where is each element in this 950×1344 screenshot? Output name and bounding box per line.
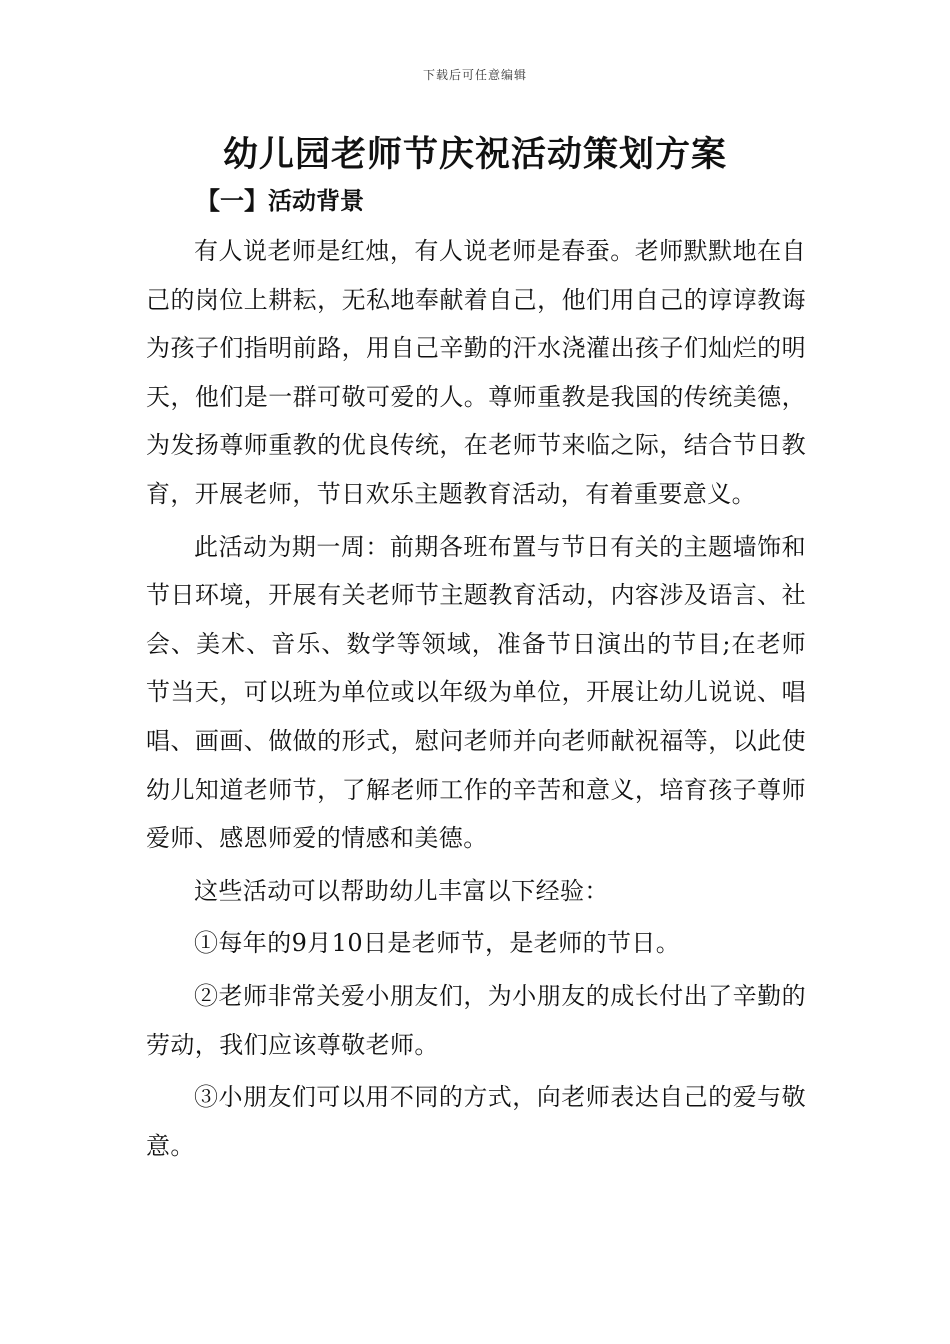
document-title: 幼儿园老师节庆祝活动策划方案: [222, 135, 727, 175]
header-note: 下载后可任意编辑: [422, 68, 527, 82]
paragraph: 有人说老师是红烛，有人说老师是春蚕。老师默默地在自己的岗位上耕耘，无私地奉献着自己，他们用自己的谆谆教诲为孩子们指明前路，用自己辛勤的汗水浇灌出孩子们灿烂的明天，他们是一群可敬可爱的人。尊师重教是我国的传统美德，为发扬尊师重教的优良传统，在老师节来临之际，结合节日教育，开展老师，节日欢乐主题教育活动，有着重要意义。: [146, 237, 806, 508]
paragraph: 此活动为期一周：前期各班布置与节日有关的主题墙饰和节日环境，开展有关老师节主题教育活动，内容涉及语言、社会、美术、音乐、数学等领域，准备节日演出的节目;在老师节当天，可以班为单位或以年级为单位，开展让幼儿说说、唱唱、画画、做做的形式，慰问老师并向老师献祝福等，以此使幼儿知道老师节，了解老师工作的辛苦和意义，培育孩子尊师爱师、感恩师爱的情感和美德。: [146, 532, 806, 853]
section-heading: 【一】活动背景: [196, 186, 364, 215]
paragraph: 这些活动可以帮助幼儿丰富以下经验：: [194, 876, 609, 905]
paragraph: ③小朋友们可以用不同的方式，向老师表达自己的爱与敬意。: [146, 1083, 806, 1160]
paragraph: ②老师非常关爱小朋友们，为小朋友的成长付出了辛勤的劳动，我们应该尊敬老师。: [146, 981, 806, 1059]
body-text: [146, 227, 806, 1174]
paragraph: ①每年的9月10日是老师节，是老师的节日。: [194, 929, 681, 958]
